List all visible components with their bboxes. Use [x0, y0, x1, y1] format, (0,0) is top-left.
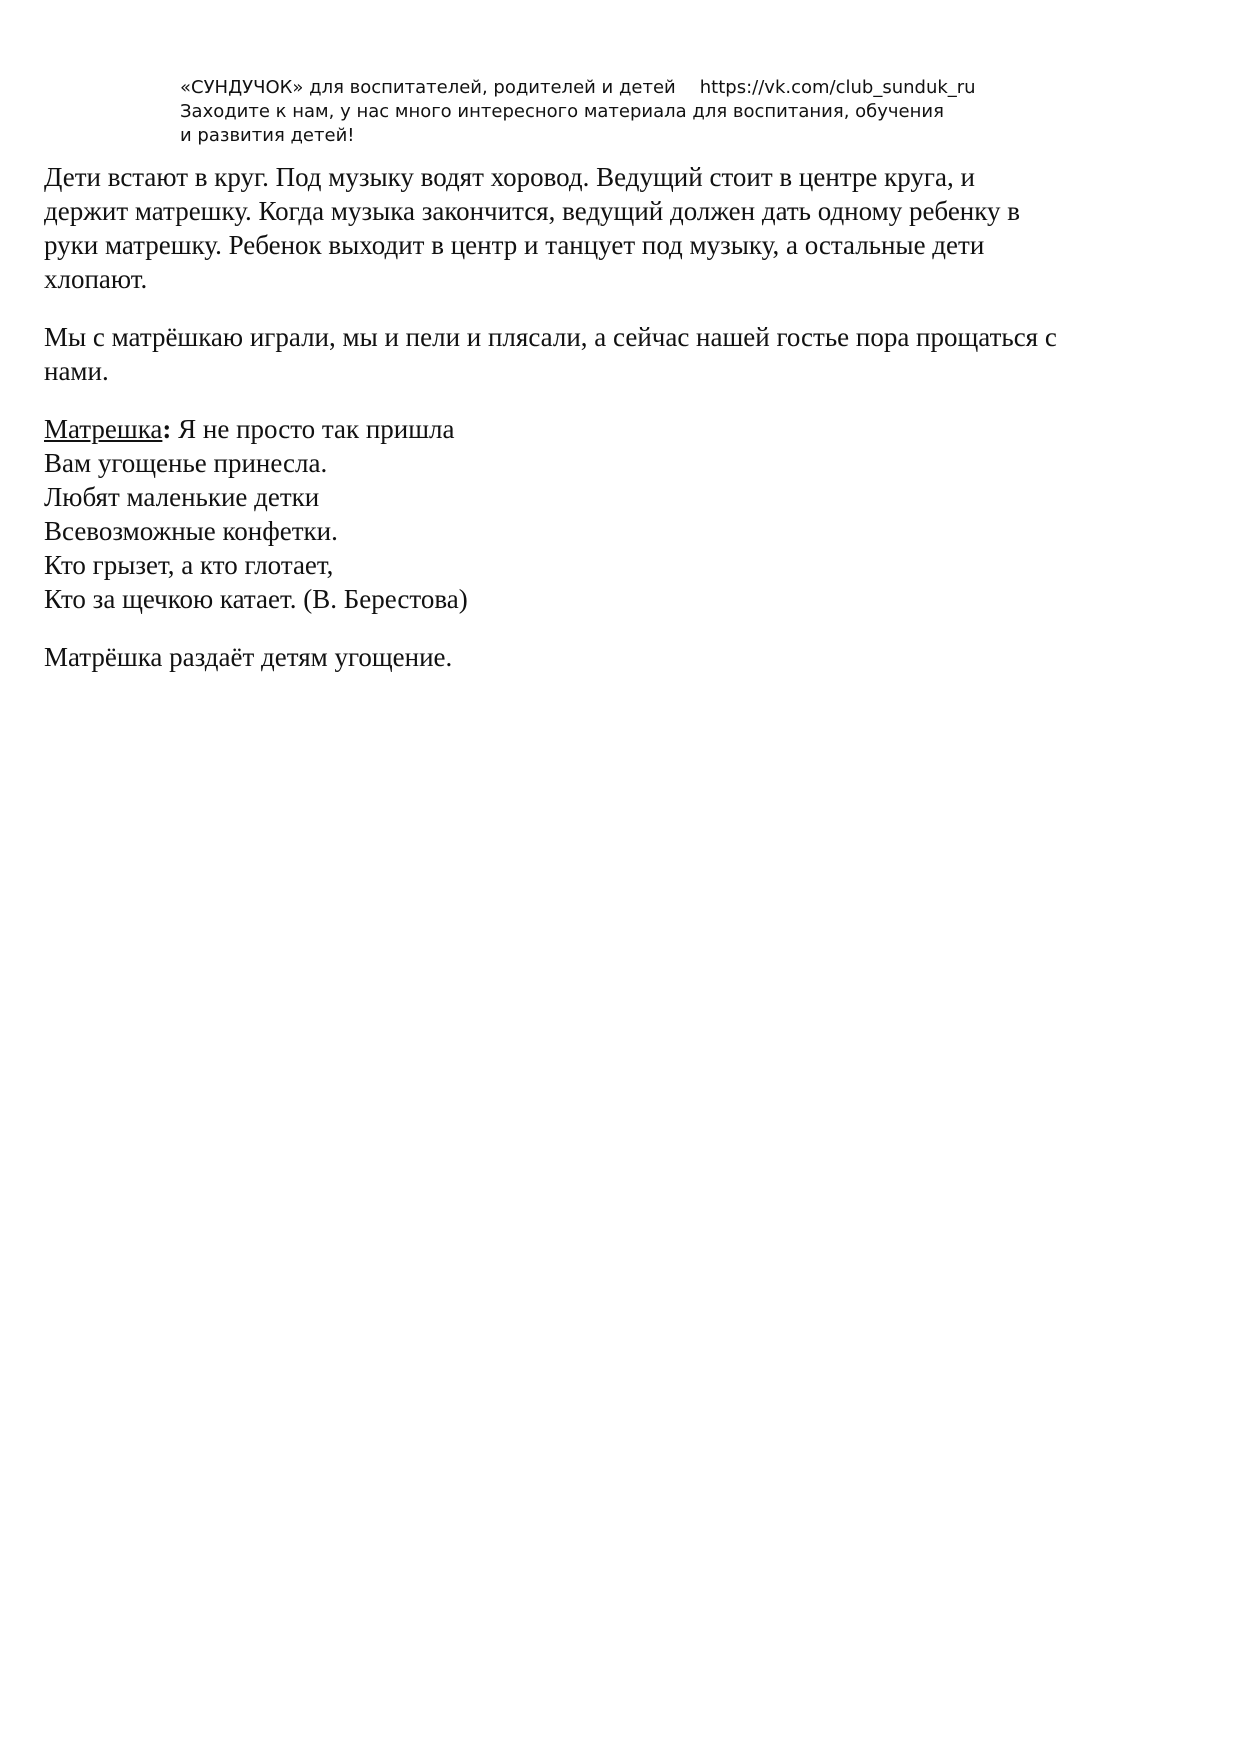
- header-line-1: [180, 76, 1040, 100]
- header-url: https://vk.com/club_sunduk_ru: [699, 77, 976, 98]
- paragraph-line: Мы с матрёшкаю играли, мы и пели и плясали, а сейчас нашей гостье пора прощаться с: [44, 322, 1057, 352]
- paragraph-farewell: [44, 320, 1194, 388]
- header-line-2: Заходите к нам, у нас много интересного материала для воспитания, обучения: [180, 101, 944, 122]
- paragraph-line: руки матрешку. Ребенок выходит в центр и танцует под музыку, а остальные дети: [44, 230, 985, 260]
- paragraph-line: Дети встают в круг. Под музыку водят хоровод. Ведущий стоит в центре круга, и: [44, 162, 975, 192]
- speaker-colon: :: [162, 414, 172, 444]
- document-body: [44, 160, 1194, 674]
- paragraph-line: нами.: [44, 356, 109, 386]
- header-title: «СУНДУЧОК» для воспитателей, родителей и детей: [180, 77, 676, 98]
- poem-line: Вам угощенье принесла.: [44, 448, 328, 478]
- poem-line: Любят маленькие детки: [44, 482, 320, 512]
- closing-line: Матрёшка раздаёт детям угощение.: [44, 642, 453, 672]
- poem-line-text: Я не просто так пришла: [171, 414, 455, 444]
- paragraph-round-dance: [44, 160, 1194, 296]
- poem-line: Кто грызет, а кто глотает,: [44, 550, 334, 580]
- header-line-3: и развития детей!: [180, 125, 355, 146]
- poem-line: Кто за щечкою катает. (В. Берестова): [44, 584, 468, 614]
- page-header: [180, 76, 1040, 148]
- paragraph-line: держит матрешку. Когда музыка закончится, ведущий должен дать одному ребенку в: [44, 196, 1020, 226]
- speaker-name: Матрешка: [44, 414, 163, 444]
- poem-line: [44, 412, 1194, 446]
- poem-line: Всевозможные конфетки.: [44, 516, 338, 546]
- poem: [44, 412, 1194, 616]
- paragraph-line: хлопают.: [44, 264, 148, 294]
